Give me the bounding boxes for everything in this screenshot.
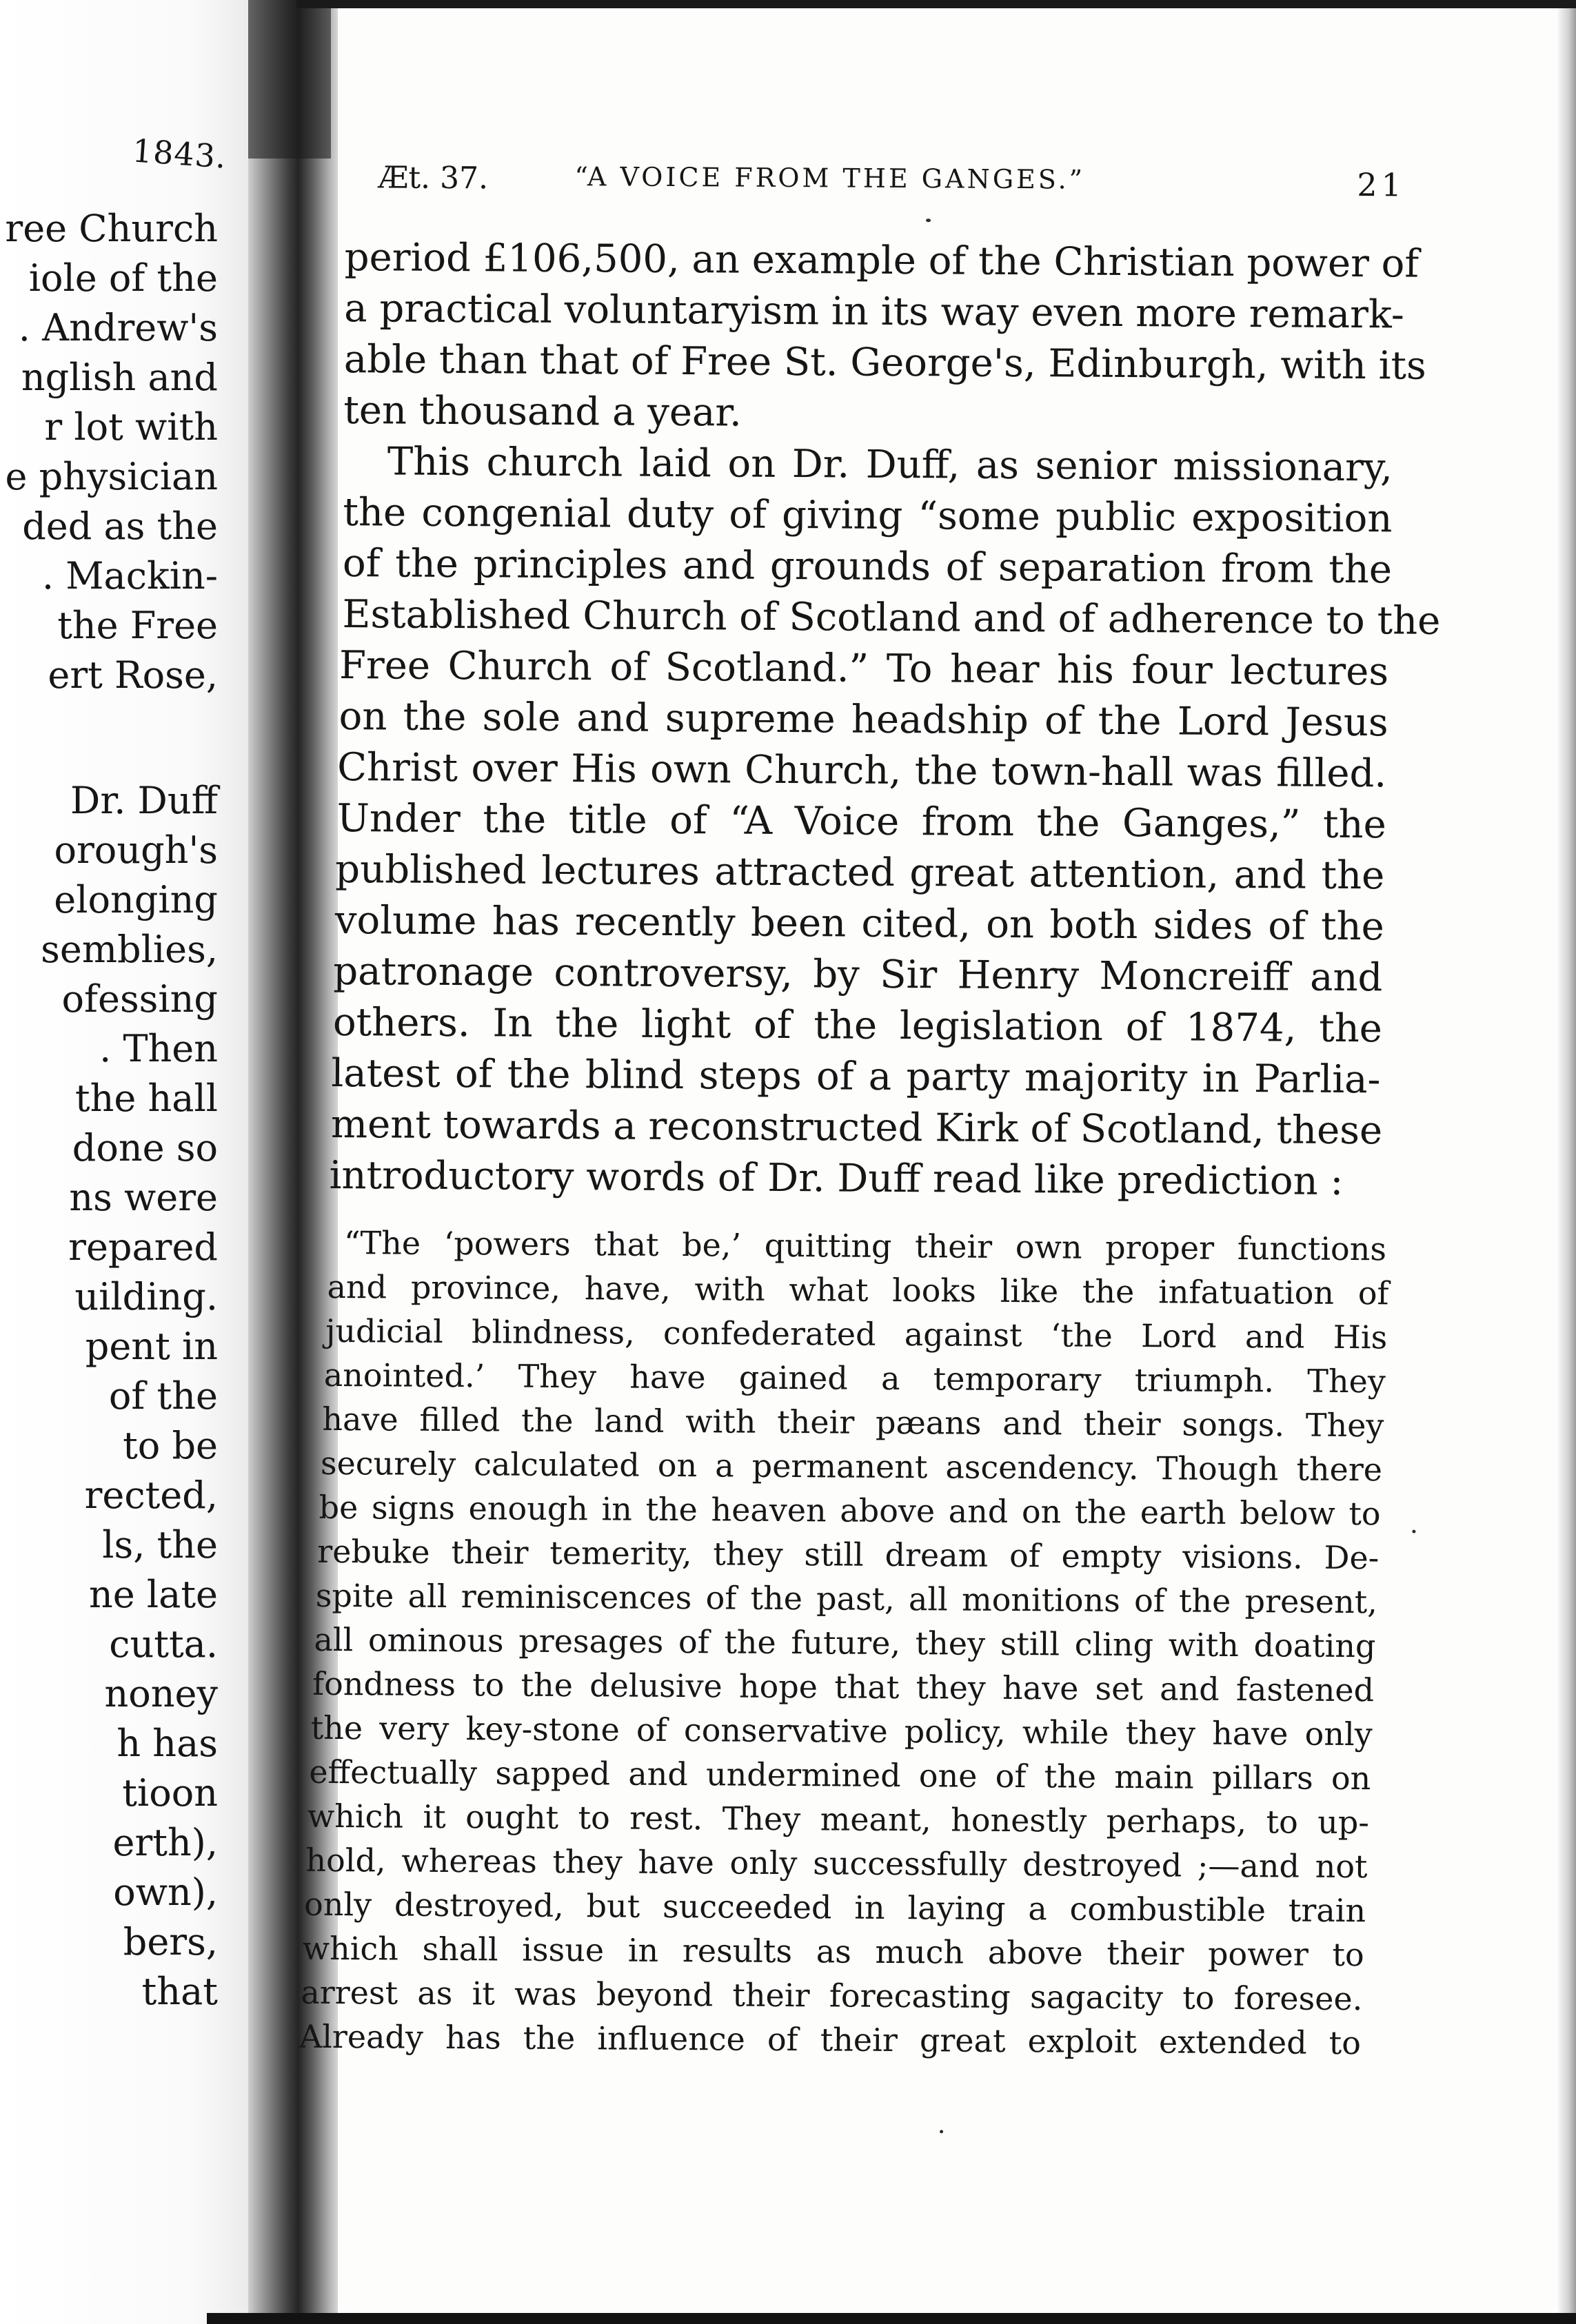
left-line: tioon <box>122 1771 218 1815</box>
body-line: ment towards a reconstructed Kirk of Scotland, these <box>330 1101 1383 1154</box>
left-line: the Free <box>57 604 218 647</box>
left-line: done so <box>72 1126 218 1170</box>
body-line: the congenial duty of giving “some public exposition <box>343 490 1393 542</box>
running-head-title: “A VOICE FROM THE GANGES.” <box>574 161 1086 195</box>
left-line: . Andrew's <box>18 306 218 349</box>
quote-line: be signs enough in the heaven above and on the earth below to <box>319 1488 1381 1533</box>
quote-line: spite all reminiscences of the past, all monitions of the present, <box>315 1576 1377 1621</box>
left-page-year: 1843. <box>131 132 228 176</box>
quote-line: effectually sapped and undermined one of the main pillars on <box>309 1753 1371 1797</box>
left-line: own), <box>113 1871 218 1914</box>
quote-line: securely calculated on a permanent ascendency. Though there <box>320 1444 1383 1489</box>
left-line: ert Rose, <box>48 653 218 697</box>
quote-line: all ominous presages of the future, they still cling with doating <box>314 1620 1376 1665</box>
left-line: r lot with <box>44 405 218 449</box>
left-line: of the <box>108 1374 218 1418</box>
quote-line: and province, have, with what looks like the infatuation of <box>327 1267 1389 1312</box>
quote-line: arrest as it was beyond their forecasting sagacity to foresee. <box>301 1973 1363 2018</box>
quote-line: the very key-stone of conservative policy, while they have only <box>310 1709 1373 1753</box>
left-line: . Then <box>99 1027 218 1070</box>
left-page <box>0 0 256 2324</box>
body-line: ten thousand a year. <box>343 388 742 436</box>
left-line: ofessing <box>61 977 218 1021</box>
body-line: period £106,500, an example of the Christian power of <box>344 235 1420 287</box>
left-line: noney <box>104 1672 218 1715</box>
quote-line: only destroyed, but succeeded in laying a combustible train <box>303 1885 1366 1930</box>
left-line: ls, the <box>102 1523 218 1567</box>
left-line: repared <box>68 1225 218 1269</box>
left-line: nglish and <box>21 356 218 399</box>
right-page-edge <box>1558 0 1576 2324</box>
quote-line: have filled the land with their pæans and their songs. They <box>322 1400 1384 1445</box>
quote-line: fondness to the delusive hope that they have set and fastened <box>312 1664 1375 1709</box>
right-page <box>299 0 1576 2324</box>
body-line: published lectures attracted great attention, and the <box>335 847 1385 899</box>
quote-line: which shall issue in results as much above their power to <box>302 1929 1364 1974</box>
left-line: bers, <box>123 1920 218 1964</box>
body-text <box>329 235 1441 1204</box>
scan-bottom-border <box>207 2313 1576 2324</box>
body-line: Established Church of Scotland and of adherence to the <box>342 592 1441 644</box>
body-line: a practical voluntaryism in its way even more remark- <box>344 286 1404 338</box>
body-line: others. In the light of the legislation of 1874, the <box>332 999 1383 1052</box>
left-line: ree Church <box>5 207 218 250</box>
scan-speck <box>1412 1530 1415 1533</box>
left-line: ded as the <box>22 504 218 548</box>
block-quote <box>299 1224 1406 2062</box>
running-head <box>336 160 1405 214</box>
quote-line: anointed.’ They have gained a temporary triumph. They <box>323 1356 1386 1400</box>
body-line: patronage controversy, by Sir Henry Moncreiff and <box>333 948 1383 1001</box>
body-line: introductory words of Dr. Duff read like prediction : <box>329 1152 1344 1204</box>
left-line: iole of the <box>28 256 218 300</box>
scan-speck <box>940 2130 943 2133</box>
body-line: Under the title of “A Voice from the Ganges,” the <box>336 796 1386 848</box>
left-line: ns were <box>69 1176 218 1219</box>
left-line: Dr. Duff <box>70 779 218 822</box>
left-line: to be <box>123 1424 218 1467</box>
body-line: able than that of Free St. George's, Edinburgh, with its <box>343 337 1426 389</box>
left-line: that <box>141 1970 218 2013</box>
scan-speck <box>926 218 931 222</box>
left-line: uilding. <box>74 1275 218 1318</box>
left-line: h has <box>117 1722 218 1765</box>
quote-line: rebuke their temerity, they still dream of empty visions. De- <box>317 1532 1380 1577</box>
left-line: e physician <box>5 455 218 498</box>
running-head-age: Æt. 37. <box>378 160 489 196</box>
left-line: the hall <box>74 1077 218 1120</box>
quote-line: “The ‘powers that be,’ quitting their own proper functions <box>343 1224 1387 1268</box>
left-line: orough's <box>54 828 218 872</box>
body-line: volume has recently been cited, on both sides of the <box>334 898 1385 950</box>
gutter-dark-top <box>248 0 331 159</box>
quote-line: which it ought to rest. They meant, honestly perhaps, to up- <box>307 1797 1370 1842</box>
quote-line: judicial blindness, confederated against ‘the Lord and His <box>325 1312 1388 1356</box>
left-line: semblies, <box>41 928 218 971</box>
left-line: cutta. <box>109 1622 218 1666</box>
left-line: ne late <box>88 1573 218 1616</box>
left-line: elonging <box>54 878 218 921</box>
body-line: This church laid on Dr. Duff, as senior missionary, <box>387 439 1393 491</box>
left-line: erth), <box>112 1821 218 1864</box>
left-line: . Mackin- <box>41 554 218 598</box>
body-line: Free Church of Scotland.” To hear his four lectures <box>339 643 1389 695</box>
left-line: pent in <box>85 1325 218 1368</box>
body-line: Christ over His own Church, the town-hall was filled. <box>336 745 1387 797</box>
body-line: latest of the blind steps of a party majority in Parlia- <box>331 1050 1381 1103</box>
left-line: rected, <box>84 1474 218 1517</box>
quote-line: Already has the influence of their great exploit extended to <box>299 2017 1362 2062</box>
body-line: on the sole and supreme headship of the Lord Jesus <box>339 694 1388 746</box>
page-number: 21 <box>1357 166 1406 204</box>
right-page-content <box>299 0 1576 2324</box>
body-line: of the principles and grounds of separation from the <box>342 541 1393 593</box>
quote-line: hold, whereas they have only successfully destroyed ;—and not <box>305 1841 1368 1886</box>
scan-top-border <box>296 0 1576 8</box>
